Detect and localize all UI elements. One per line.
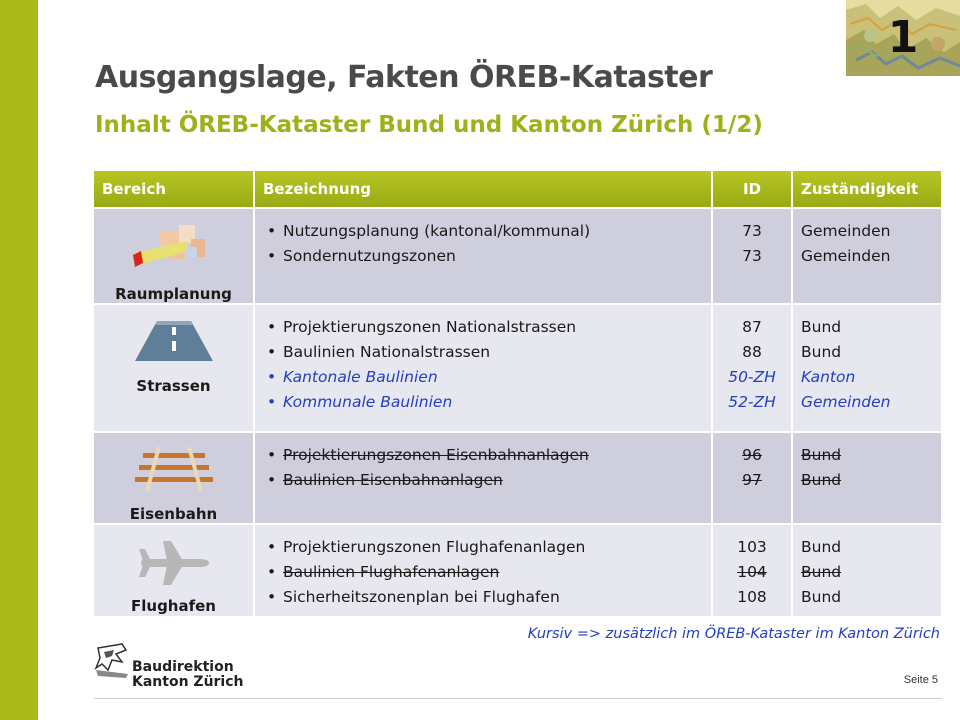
bereich-cell: [94, 304, 254, 432]
zust-value: Bund: [801, 446, 842, 464]
side-accent-bar: [0, 0, 38, 720]
id-value: 103: [737, 538, 767, 556]
table-header-row: [94, 171, 942, 208]
list-item: • Baulinien Eisenbahnanlagen: [263, 468, 703, 493]
id-value: 108: [737, 588, 767, 606]
list-item: • Projektierungszonen Flughafenanlagen: [263, 535, 703, 560]
list-item: • Nutzungsplanung (kantonal/kommunal): [263, 219, 703, 244]
bereich-cell: [94, 432, 254, 524]
header-bereich: Bereich: [94, 171, 254, 208]
section-number: 1: [887, 12, 919, 63]
bezeichnung-cell: [254, 208, 712, 304]
id-value: 52-ZH: [728, 393, 776, 411]
zustaendigkeit-cell: [792, 208, 942, 304]
footnote: Kursiv => zusätzlich im ÖREB-Kataster im Kanton Zürich: [527, 626, 940, 642]
logo-line-1: Baudirektion: [132, 659, 234, 675]
zust-value: Bund: [801, 538, 842, 556]
zust-value: Gemeinden: [801, 247, 891, 265]
table-row: [94, 432, 942, 524]
page-number: Seite 5: [903, 674, 938, 686]
category-label: Flughafen: [131, 597, 216, 615]
id-value: 73: [742, 247, 762, 265]
id-cell: [712, 524, 792, 616]
category-label: Raumplanung: [115, 285, 232, 303]
header-zustaendigkeit: Zuständigkeit: [792, 171, 942, 208]
bezeichnung-cell: [254, 432, 712, 524]
road-icon: [129, 315, 219, 367]
slide-subtitle: Inhalt ÖREB-Kataster Bund und Kanton Zürich (1/2): [95, 112, 763, 138]
table-row: [94, 208, 942, 304]
zust-value: Gemeinden: [801, 222, 891, 240]
bereich-cell: [94, 524, 254, 616]
railway-icon: [129, 443, 219, 495]
slide-title: Ausgangslage, Fakten ÖREB-Kataster: [95, 60, 713, 95]
zustaendigkeit-cell: [792, 524, 942, 616]
id-value: 73: [742, 222, 762, 240]
zust-value: Bund: [801, 588, 842, 606]
zust-value: Bund: [801, 318, 842, 336]
zustaendigkeit-cell: [792, 432, 942, 524]
zoning-map-icon: [129, 219, 219, 275]
logo-text: [132, 660, 244, 690]
zust-value: Bund: [801, 471, 842, 489]
list-item: • Projektierungszonen Nationalstrassen: [263, 315, 703, 340]
list-item: • Baulinien Flughafenanlagen: [263, 560, 703, 585]
id-value: 104: [737, 563, 767, 581]
zust-value: Bund: [801, 343, 842, 361]
bezeichnung-cell: [254, 524, 712, 616]
id-value: 87: [742, 318, 762, 336]
zustaendigkeit-cell: [792, 304, 942, 432]
list-item: • Sicherheitszonenplan bei Flughafen: [263, 585, 703, 610]
table-row: [94, 524, 942, 616]
footer-divider: [94, 698, 942, 699]
baudirektion-logo: [92, 640, 244, 690]
bereich-cell: [94, 208, 254, 304]
id-value: 50-ZH: [728, 368, 776, 386]
list-item: • Projektierungszonen Eisenbahnanlagen: [263, 443, 703, 468]
id-cell: [712, 432, 792, 524]
table-row: [94, 304, 942, 432]
category-label: Eisenbahn: [129, 505, 218, 523]
cadastre-table: [94, 171, 943, 616]
list-item: • Kantonale Baulinien: [263, 365, 703, 390]
zust-value: Gemeinden: [801, 393, 891, 411]
logo-line-2: Kanton Zürich: [132, 674, 244, 690]
airplane-icon: [129, 535, 219, 587]
map-thumbnail-image: [846, 0, 960, 76]
header-id: ID: [712, 171, 792, 208]
zust-value: Kanton: [801, 368, 856, 386]
bezeichnung-cell: [254, 304, 712, 432]
zust-value: Bund: [801, 563, 842, 581]
coat-of-arms-icon: [92, 640, 132, 680]
id-value: 96: [742, 446, 762, 464]
list-item: • Kommunale Baulinien: [263, 390, 703, 415]
id-cell: [712, 208, 792, 304]
header-bezeichnung: Bezeichnung: [254, 171, 712, 208]
list-item: • Sondernutzungszonen: [263, 244, 703, 269]
list-item: • Baulinien Nationalstrassen: [263, 340, 703, 365]
id-value: 97: [742, 471, 762, 489]
category-label: Strassen: [136, 377, 211, 395]
id-cell: [712, 304, 792, 432]
id-value: 88: [742, 343, 762, 361]
